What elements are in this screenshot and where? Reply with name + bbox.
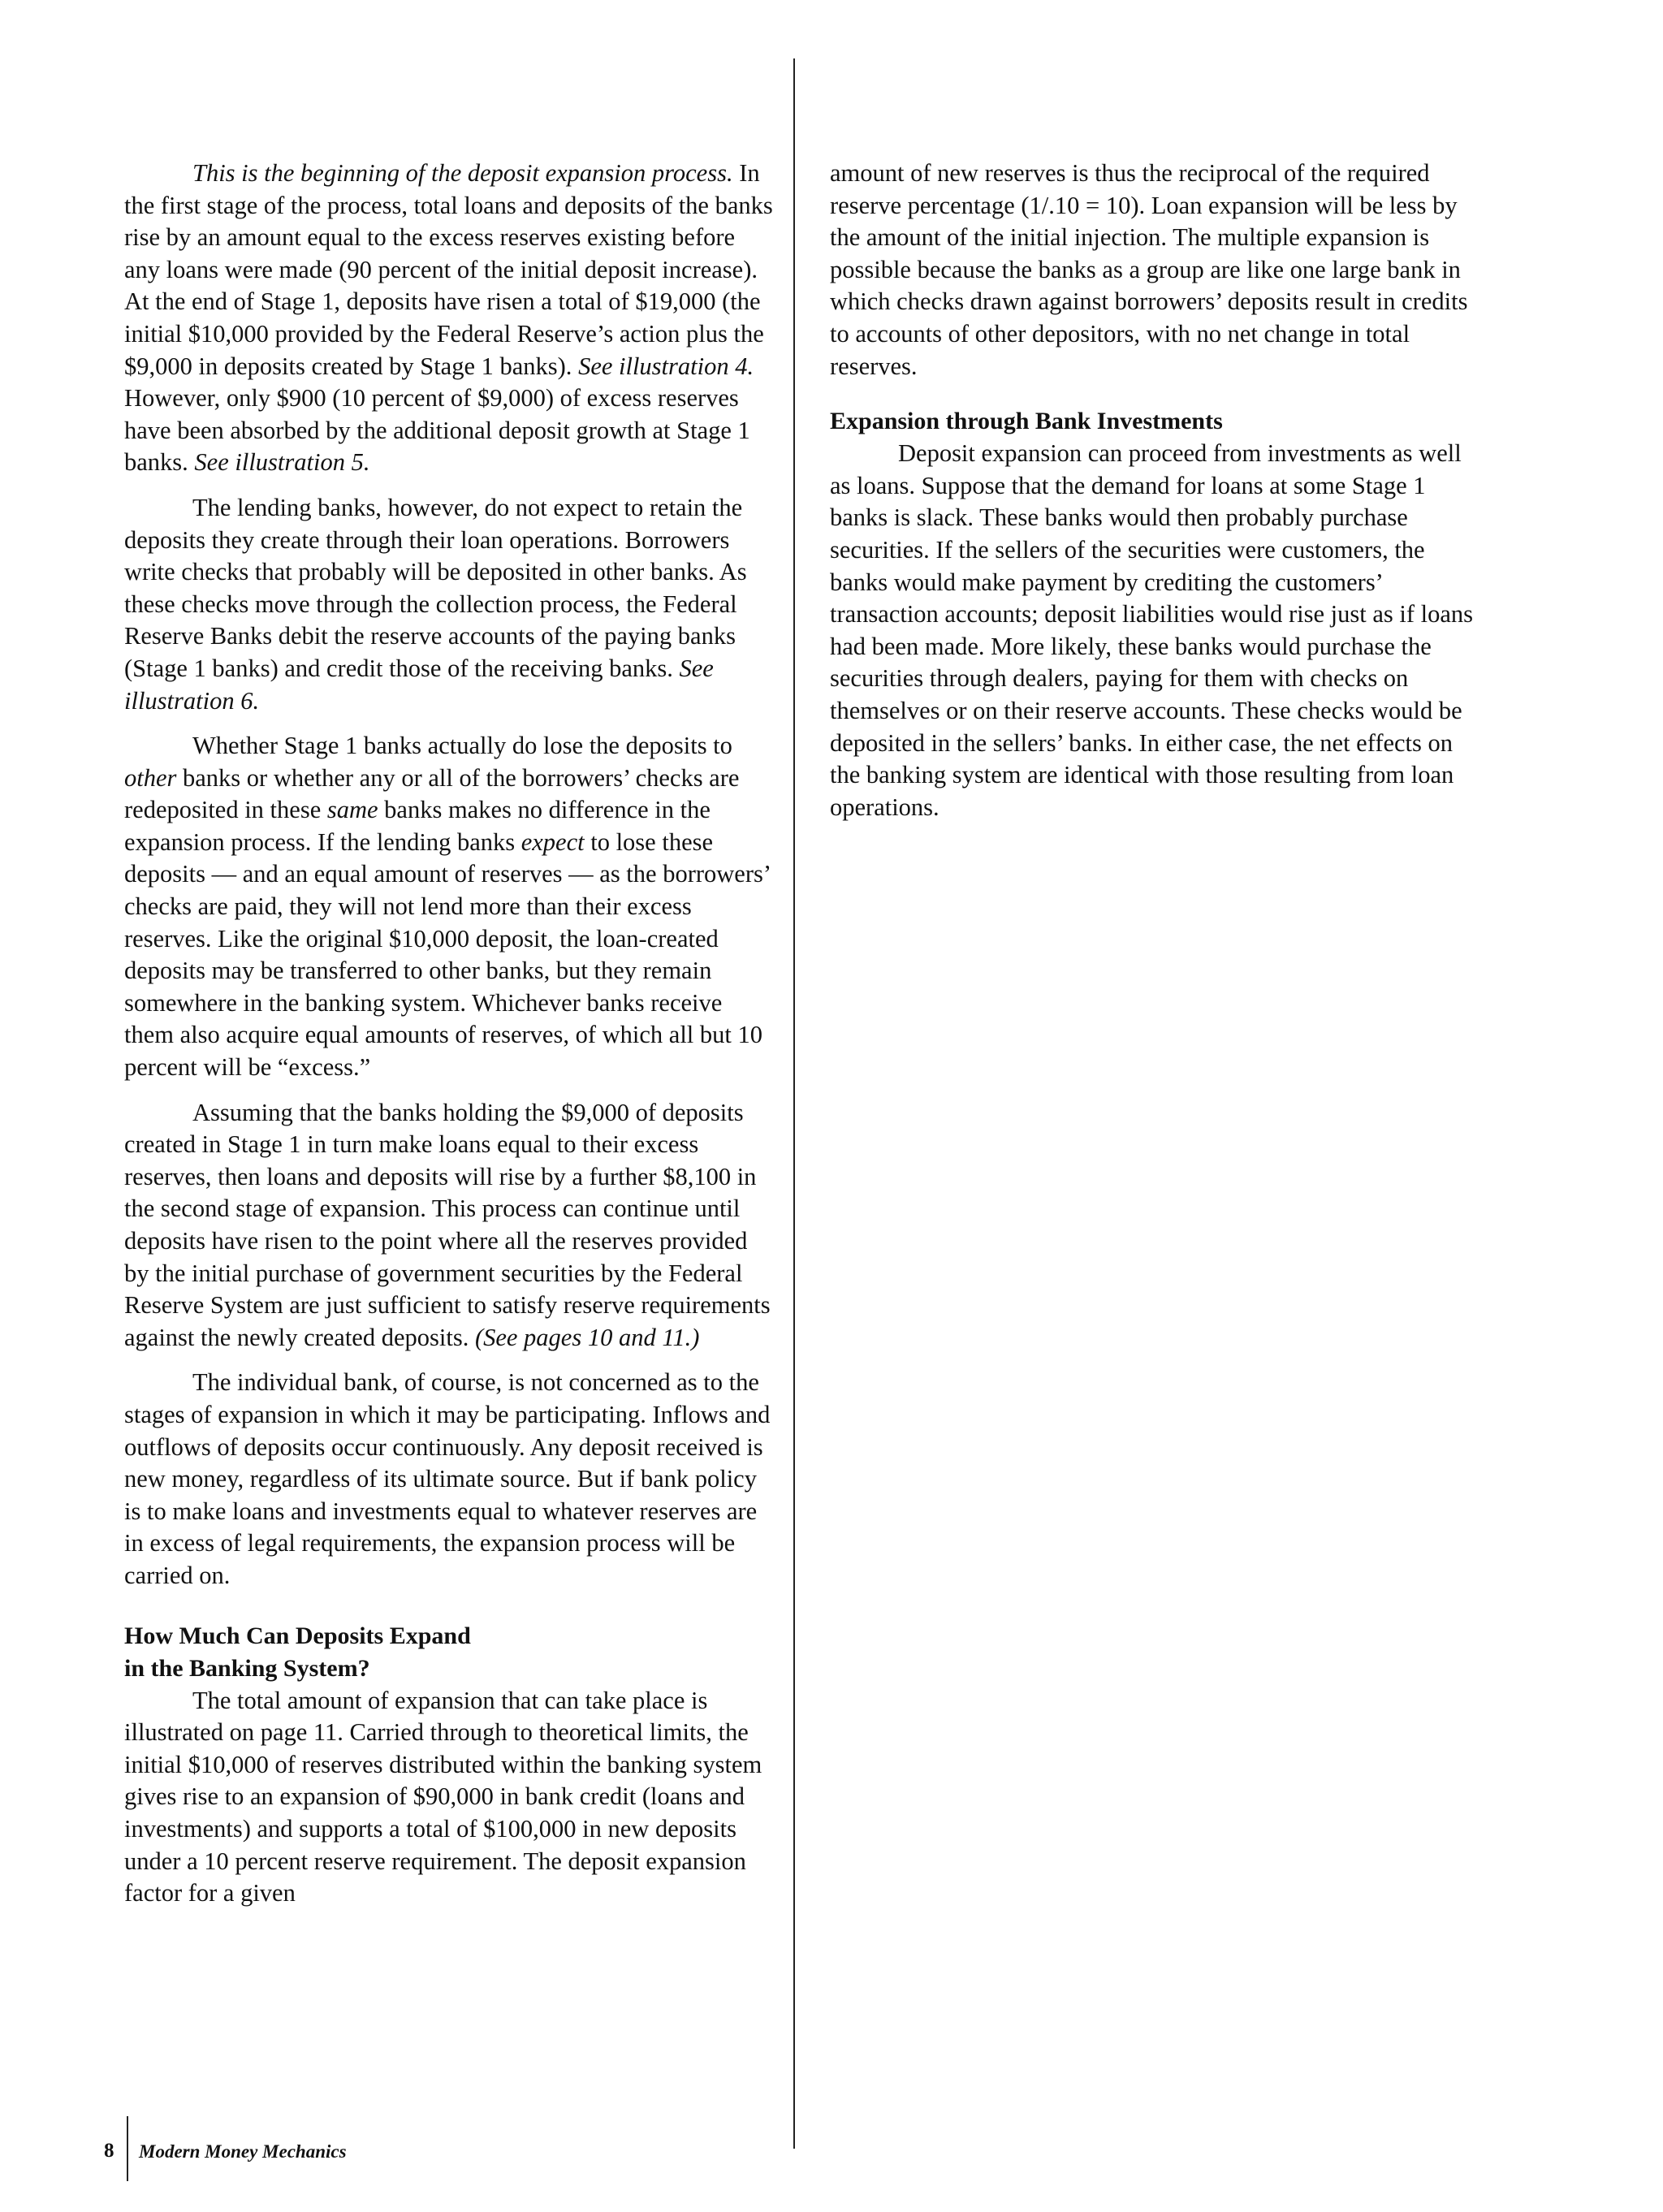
left-column: [124, 158, 774, 1910]
paragraph-text: Assuming that the banks holding the $9,000 of deposits created in Stage 1 in turn make loans equal to their excess reserves, then loans and deposits will rise by a further $8,100 in the second stage of expansion. This process can continue until deposits have risen to the point where all the reserves provided by the initial purchase of government securities by the Federal Reserve System are just sufficient to satisfy reserve requirements against the newly created deposits.: [124, 1098, 771, 1351]
heading-line-1: How Much Can Deposits Expand: [124, 1622, 471, 1649]
paragraph-text: banks makes no difference in the expansion process. If the lending banks: [124, 796, 711, 856]
emphasis: other: [124, 763, 177, 792]
paragraph-1: [124, 158, 774, 479]
page-number: 8: [104, 2140, 114, 2162]
section-heading-bank-investments: Expansion through Bank Investments: [830, 408, 1223, 435]
heading-line-2: in the Banking System?: [124, 1654, 370, 1682]
section-heading-deposit-expansion: [124, 1620, 774, 1685]
paragraph-continued: amount of new reserves is thus the reciprocal of the required reserve percentage (1/.10 = 10). Loan expansion will be less by the amount of the initial injection. The multiple expansion is possible because the banks as a group are like one large bank in which checks drawn against borrowers’ deposits result in credits to accounts of other depositors, with no net change in total reserves.: [830, 159, 1468, 380]
lead-in-italic: This is the beginning of the deposit expansion process.: [192, 159, 733, 187]
emphasis: expect: [520, 827, 585, 856]
paragraph-4: [124, 1097, 774, 1354]
illustration-reference: See illustration 4.: [578, 352, 754, 380]
paragraph-text: banks or whether any or all of the borrowers’ checks are redeposited in these: [124, 763, 740, 824]
paragraph-text: to lose these deposits — and an equal amount of reserves — as the borrowers’ checks are paid, they will not lend more than their excess reserves. Like the original $10,000 deposit, the loan-created deposits may be transferred to other banks, but they remain somewhere in the banking system. Whichever banks receive them also acquire equal amounts of reserves, of which all but 10 percent will be “excess.”: [124, 827, 770, 1082]
paragraph-investments: Deposit expansion can proceed from investments as well as loans. Suppose that the demand for loans at some Stage 1 banks is slack. These banks would then probably purchase securities. If the sellers of the securities were customers, the banks would make payment by crediting the customers’ transaction accounts; deposit liabilities would rise just as if loans had been made. More likely, these banks would purchase the securities through dealers, paying for them with checks on themselves or on their reserve accounts. These checks would be deposited in the sellers’ banks. In either case, the net effects on the banking system are identical with those resulting from loan operations.: [830, 439, 1474, 821]
paragraph-text: The lending banks, however, do not expect to retain the deposits they create through their loan operations. Borrowers write checks that probably will be deposited in other banks. As these checks move through the collection process, the Federal Reserve Banks debit the reserve accounts of the paying banks (Stage 1 banks) and credit those of the receiving banks.: [124, 493, 747, 682]
paragraph-text: In the first stage of the process, total loans and deposits of the banks rise by an amount equal to the excess reserves existing before any loans were made (90 percent of the initial deposit increase). At the end of Stage 1, deposits have risen a total of $19,000 (the initial $10,000 provided by the Federal Reserve’s action plus the $9,000 in deposits created by Stage 1 banks).: [124, 159, 773, 380]
paragraph-5: The individual bank, of course, is not concerned as to the stages of expansion in which it may be participating. Inflows and outflows of deposits occur continuously. Any deposit received is new money, regardless of its ultimate source. But if bank policy is to make loans and investments equal to whatever reserves are in excess of legal requirements, the expansion process will be carried on.: [124, 1368, 771, 1589]
right-column: [830, 158, 1479, 823]
paragraph-text: However, only $900 (10 percent of $9,000) of excess reserves have been absorbed by the additional deposit growth at Stage 1 banks.: [124, 384, 750, 477]
paragraph-2: [124, 492, 774, 717]
publication-title: Modern Money Mechanics: [139, 2141, 347, 2162]
illustration-reference: See illustration 5.: [194, 448, 370, 477]
page-reference: (See pages 10 and 11.): [474, 1323, 700, 1351]
column-divider: [793, 58, 795, 2149]
emphasis: same: [326, 796, 378, 824]
footer-divider: [127, 2116, 128, 2181]
paragraph-3: [124, 730, 774, 1084]
paragraph-6: The total amount of expansion that can take place is illustrated on page 11. Carried through to theoretical limits, the initial $10,000 of reserves distributed within the banking system gives rise to an expansion of $90,000 in bank credit (loans and investments) and supports a total of $100,000 in new deposits under a 10 percent reserve requirement. The deposit expansion factor for a given: [124, 1686, 762, 1907]
illustration-reference: See illustration 6.: [124, 654, 714, 715]
paragraph-text: Whether Stage 1 banks actually do lose the deposits to: [192, 732, 732, 760]
